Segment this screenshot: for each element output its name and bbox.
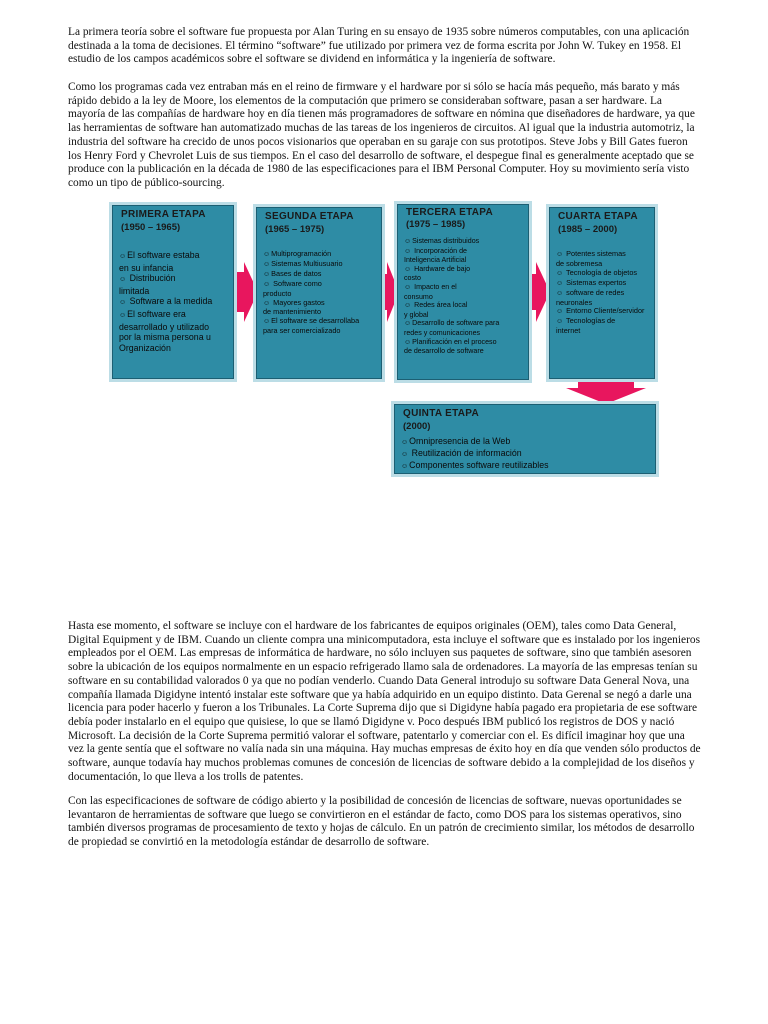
paragraph-hardware: Como los programas cada vez entraban más en el reino de firmware y el hardware por si sólo se hacía más pequeño, más barato y más rápido debido a la ley de Moore, los elementos de la computación que primero se consideraban software, pasan a ser hardware. La mayoría de las compañías de hardware hoy en día tienen más programadores de software en nómina que diseñadores de hardware, ya que las herramientas de software han automatizado muchas de las tareas de los ingenieros de circuitos. Al igual que la industria automotriz, la industria del software ha crecido de unos pocos visionarios que operaban en su garaje con sus prototipos. Steve Jobs y Bill Gates fueron los Henry Ford y Chevrolet Luis de sus tiempos. En el caso del desarrollo de software, el despegue final es generalmente aceptado que se produce con la publicación en la década de 1980 de las especificaciones para el IBM Personal Computer. Hoy su movimiento sería visto como un tipo de público-sourcing.	[68, 81, 695, 189]
arrow-right-icon	[526, 262, 550, 322]
stage-title: PRIMERA ETAPA	[121, 209, 206, 220]
stage-items	[119, 250, 229, 353]
arrow-down-icon	[566, 378, 646, 404]
stage-item: ☺ Distribución limitada	[119, 273, 229, 296]
stage-item: ☺ Sistemas Multiusuario	[263, 260, 377, 270]
arrow-right-icon	[232, 262, 258, 322]
arrow-right-icon	[379, 262, 399, 322]
stage-box-cuarta	[549, 207, 655, 379]
stage-item: ☺ Multiprogramación	[263, 250, 377, 260]
stage-item: ☺ Entorno Cliente/servidor	[556, 307, 650, 317]
stage-item: ☺ Software a la medida	[119, 296, 229, 309]
stage-item: ☺ Componentes software reutilizables	[401, 460, 651, 472]
stage-item: ☺ El software estaba en su infancia	[119, 250, 229, 273]
stage-title: QUINTA ETAPA	[403, 408, 480, 419]
stage-item: ☺ Tecnologías de internet	[556, 317, 650, 336]
stage-years: (2000)	[403, 421, 431, 432]
stage-item: ☺ Tecnología de objetos	[556, 269, 650, 279]
stage-item: ☺ Software como producto	[263, 280, 377, 299]
stage-title: SEGUNDA ETAPA	[265, 211, 354, 222]
paragraph-open-source: Con las especificaciones de software de código abierto y la posibilidad de concesión de licencias de software, nuevas oportunidades se levantaron de herramientas de software que luego se convirtieron en el estándar de facto, como DOS para los sistemas operativos, sino también diversos programas de procesamiento de texto y hojas de cálculo. En un patrón de crecimiento similar, los métodos de desarrollo de propiedad se convirtió en la metodología estándar de desarrollo de software.	[68, 795, 695, 849]
stage-items	[556, 250, 650, 336]
stage-item: ☺ Potentes sistemas de sobremesa	[556, 250, 650, 269]
stage-item: ☺ Sistemas expertos	[556, 279, 650, 289]
stage-item: ☺ Sistemas distribuidos	[404, 237, 524, 247]
stage-box-tercera	[397, 204, 529, 380]
stage-item: ☺ El software era desarrollado y utilizado por la misma persona u Organización	[119, 309, 229, 353]
stage-items	[404, 237, 524, 356]
stage-years: (1965 – 1975)	[265, 224, 325, 235]
stage-years: (1950 – 1965)	[121, 222, 181, 233]
stage-title: CUARTA ETAPA	[558, 211, 638, 222]
stage-item: ☺ Mayores gastos de mantenimiento	[263, 299, 377, 318]
stage-item: ☺ Redes área local y global	[404, 301, 524, 319]
stage-item: ☺ El software se desarrollaba para ser comercializado	[263, 317, 377, 336]
paragraph-oem: Hasta ese momento, el software se incluye con el hardware de los fabricantes de equipos originales (OEM), tales como Data General, Digital Equipment y de IBM. Cuando un cliente compra una minicomputadora, esta incluye el software que es instalado por los ingenieros empleados por el OEM. Las empresas de informática de hardware, no sólo incluyen sus paquetes de software, sino que también asesoren sobre la ubicación de los equipos normalmente en un espacio refrigerado llamo sala de ordenadores. La mayoría de las empresas tenían su software en su contabilidad valorados 0 ya que no podían venderlo. Cuando Data General introdujo su software Data General Nova, una compañía llamada Digidyne intentó instalar este software que ya había adquirido en un equipo distinto. Data Gerenal se negó a darle una licencia para poder hacerlo y fueron a los Tribunales. La Corte Suprema dijo que si Digidyne había pagado era propietaria de ese software debía poder instalarlo en el equipo que quisiese, lo que se llamó Digidyne v. Poco después IBM publicó los registros de DOS y nació Microsoft. La decisión de la Corte Suprema permitió valorar el software, patentarlo y comerciar con el. Es difícil imaginar hoy que una vez la gente sentía que el software no valía nada sin una máquina. Hay muchas empresas de éxito hoy en día que venden sólo productos de software, aunque todavía hay muchos problemas comunes de concesión de licencias de software debido a la complejidad de los diseños y documentación, lo que lleva a los trolls de patentes.	[68, 620, 701, 783]
stage-item: ☺ Desarrollo de software para redes y comunicaciones	[404, 319, 524, 337]
stage-item: ☺ software de redes neuronales	[556, 289, 650, 308]
stage-item: ☺ Omnipresencia de la Web	[401, 436, 651, 448]
stage-item: ☺ Planificación en el proceso de desarrollo de software	[404, 338, 524, 356]
stage-items	[263, 250, 377, 336]
stage-item: ☺ Incorporación de Inteligencia Artificial	[404, 247, 524, 265]
stage-box-quinta	[394, 404, 656, 474]
stage-years: (1985 – 2000)	[558, 224, 618, 235]
stage-box-segunda	[256, 207, 382, 379]
stage-item: ☺ Hardware de bajo costo	[404, 265, 524, 283]
stage-item: ☺ Reutilización de información	[401, 448, 651, 460]
stage-years: (1975 – 1985)	[406, 219, 466, 230]
stage-title: TERCERA ETAPA	[406, 207, 494, 218]
stage-items	[401, 436, 651, 473]
stage-item: ☺ Impacto en el consumo	[404, 283, 524, 301]
stage-item: ☺ Bases de datos	[263, 270, 377, 280]
paragraph-intro: La primera teoría sobre el software fue propuesta por Alan Turing en su ensayo de 1935 sobre números computables, con una aplicación destinada a la toma de decisiones. El término “software” fue utilizado por primera vez de forma escrita por John W. Tukey en 1958. El estudio de los campos académicos sobre el software se dividend en informática y la ingeniería de software.	[68, 26, 690, 66]
stage-box-primera	[112, 205, 234, 379]
